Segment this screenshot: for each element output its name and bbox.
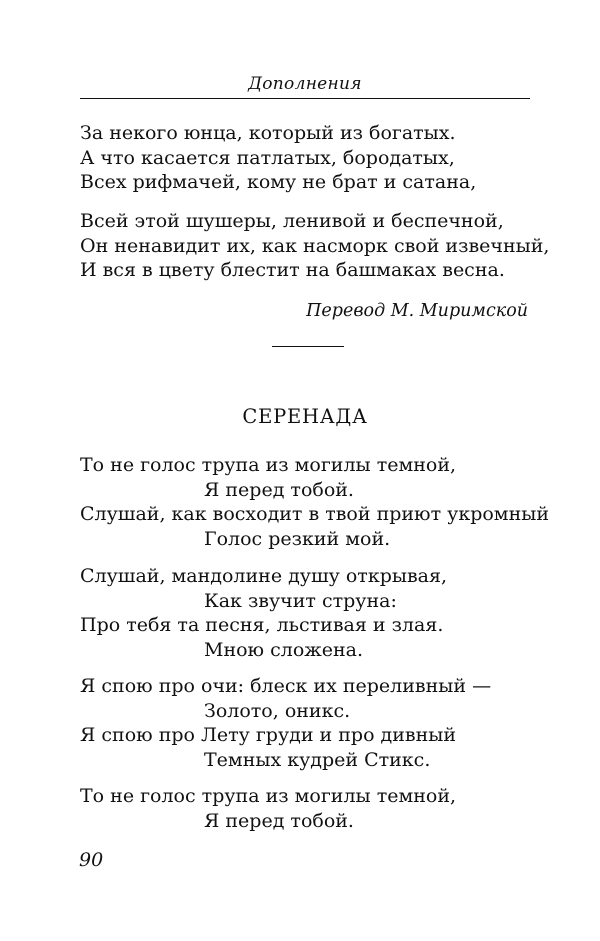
serenade-stanza-2 <box>80 564 447 662</box>
poem-line: И вся в цвету блестит на башмаках весна. <box>80 259 505 281</box>
prev-poem-stanza-1 <box>80 121 476 195</box>
poem-line: Всех рифмачей, кому не брат и сатана, <box>80 171 477 193</box>
poem-line-indented: Мною сложена. <box>204 638 364 661</box>
poem-line-indented: Как звучит струна: <box>204 589 397 612</box>
poem-separator <box>272 346 344 347</box>
prev-poem-stanza-2 <box>80 209 549 283</box>
poem-line: Слушай, как восходит в твой приют укромный <box>80 503 550 525</box>
header-rule <box>80 98 530 99</box>
running-head: Дополнения <box>248 74 362 94</box>
serenade-stanza-4 <box>80 784 456 833</box>
poem-line: Он ненавидит их, как насморк свой извечный, <box>80 234 550 257</box>
poem-line-indented: Золото, оникс. <box>204 699 351 722</box>
poem-line: То не голос трупа из могилы темной, <box>80 454 457 476</box>
poem-line-indented: Я перед тобой. <box>204 478 354 501</box>
poem-line-indented: Голос резкий мой. <box>204 527 391 550</box>
translator-credit: Перевод М. Миримской <box>306 301 528 321</box>
serenade-stanza-1 <box>80 453 549 551</box>
poem-line-indented: Я перед тобой. <box>204 809 354 832</box>
poem-line: Всей этой шушеры, ленивой и беспечной, <box>80 210 504 232</box>
poem-line: Я спою про Лету груди и про дивный <box>80 724 457 746</box>
poem-line: Про тебя та песня, льстивая и злая. <box>80 614 444 636</box>
poem-line: То не голос трупа из могилы темной, <box>80 785 457 807</box>
poem-line-indented: Темных кудрей Стикс. <box>204 748 431 771</box>
poem-line: А что касается патлатых, бородатых, <box>80 146 455 169</box>
poem-line: Я спою про очи: блеск их переливный — <box>80 675 492 697</box>
poem-line: За некого юнца, который из богатых. <box>80 122 456 144</box>
poem-line: Слушай, мандолине душу открывая, <box>80 565 448 587</box>
poem-title: СЕРЕНАДА <box>242 405 368 428</box>
page-number: 90 <box>79 849 104 871</box>
serenade-stanza-3 <box>80 674 491 772</box>
